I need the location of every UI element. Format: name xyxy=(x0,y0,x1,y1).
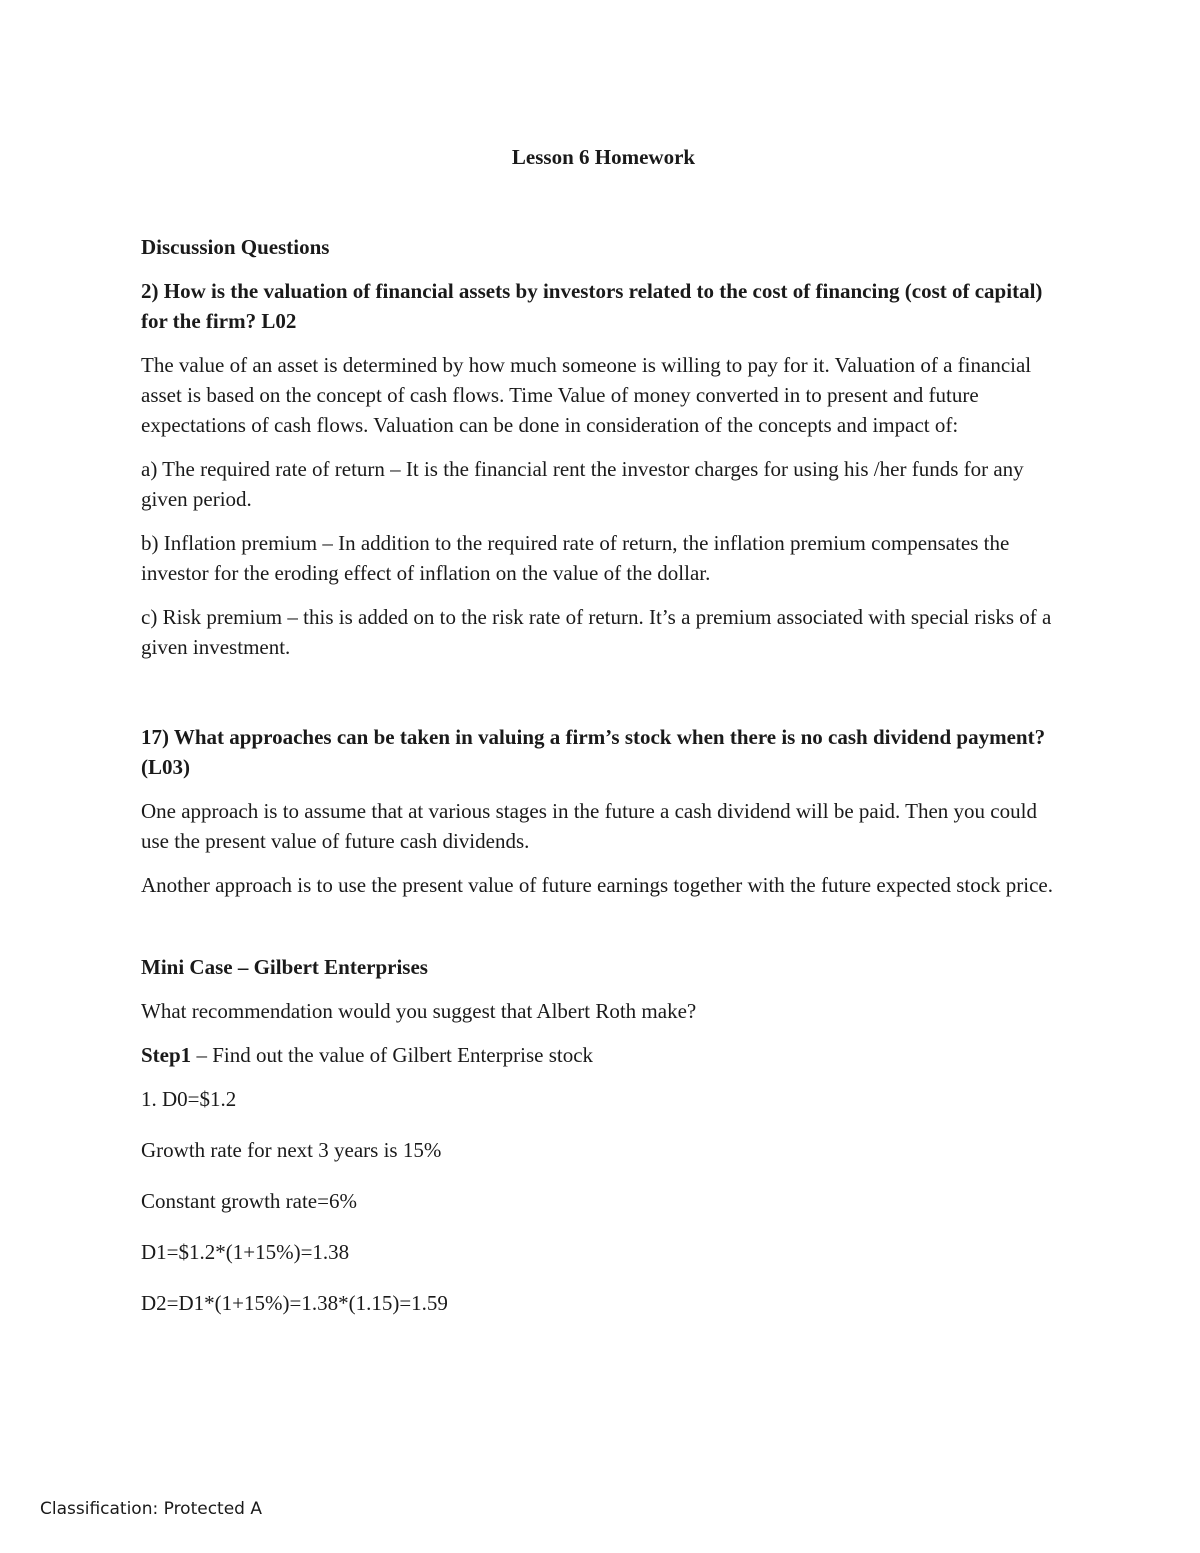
question-17-answer-1: One approach is to assume that at various stages in the future a cash dividend will be paid. Then you could use the present value of future cash dividends. xyxy=(141,799,1037,853)
page-title: Lesson 6 Homework xyxy=(511,145,696,169)
mini-case-heading: Mini Case – Gilbert Enterprises xyxy=(141,955,428,979)
calc-line-2: Growth rate for next 3 years is 15% xyxy=(141,1138,442,1162)
classification-footer: Classification: Protected A xyxy=(40,1499,263,1519)
question-2: 2) How is the valuation of financial assets by investors related to the cost of financing (cost of capital) for the firm? L02 xyxy=(141,279,1043,333)
calc-line-3: Constant growth rate=6% xyxy=(141,1189,357,1213)
mini-case-prompt: What recommendation would you suggest that Albert Roth make? xyxy=(141,999,697,1023)
document-body xyxy=(141,142,1066,1339)
calc-line-5: D2=D1*(1+15%)=1.38*(1.15)=1.59 xyxy=(141,1291,448,1315)
step-label: Step1 xyxy=(141,1043,192,1067)
question-2-item-a: a) The required rate of return – It is the financial rent the investor charges for using his /her funds for any given period. xyxy=(141,457,1024,511)
mini-case-step-1 xyxy=(141,1040,1066,1070)
question-2-answer: The value of an asset is determined by how much someone is willing to pay for it. Valuation of a financial asset is based on the concept of cash flows. Time Value of money converted in to present and future expectations of cash flows. Valuation can be done in consideration of the concepts and impact of: xyxy=(141,353,1032,437)
step-text: – Find out the value of Gilbert Enterprise stock xyxy=(191,1043,594,1067)
discussion-heading: Discussion Questions xyxy=(141,235,330,259)
calc-line-4: D1=$1.2*(1+15%)=1.38 xyxy=(141,1240,350,1264)
question-17-answer-2: Another approach is to use the present value of future earnings together with the future expected stock price. xyxy=(141,873,1054,897)
spacer xyxy=(141,676,1066,722)
spacer xyxy=(141,914,1066,952)
question-2-item-b: b) Inflation premium – In addition to the required rate of return, the inflation premium compensates the investor for the eroding effect of inflation on the value of the dollar. xyxy=(141,531,1010,585)
calc-line-1: 1. D0=$1.2 xyxy=(141,1087,237,1111)
question-2-item-c: c) Risk premium – this is added on to the risk rate of return. It’s a premium associated with special risks of a given investment. xyxy=(141,605,1052,659)
question-17: 17) What approaches can be taken in valuing a firm’s stock when there is no cash dividend payment? (L03) xyxy=(141,725,1046,779)
